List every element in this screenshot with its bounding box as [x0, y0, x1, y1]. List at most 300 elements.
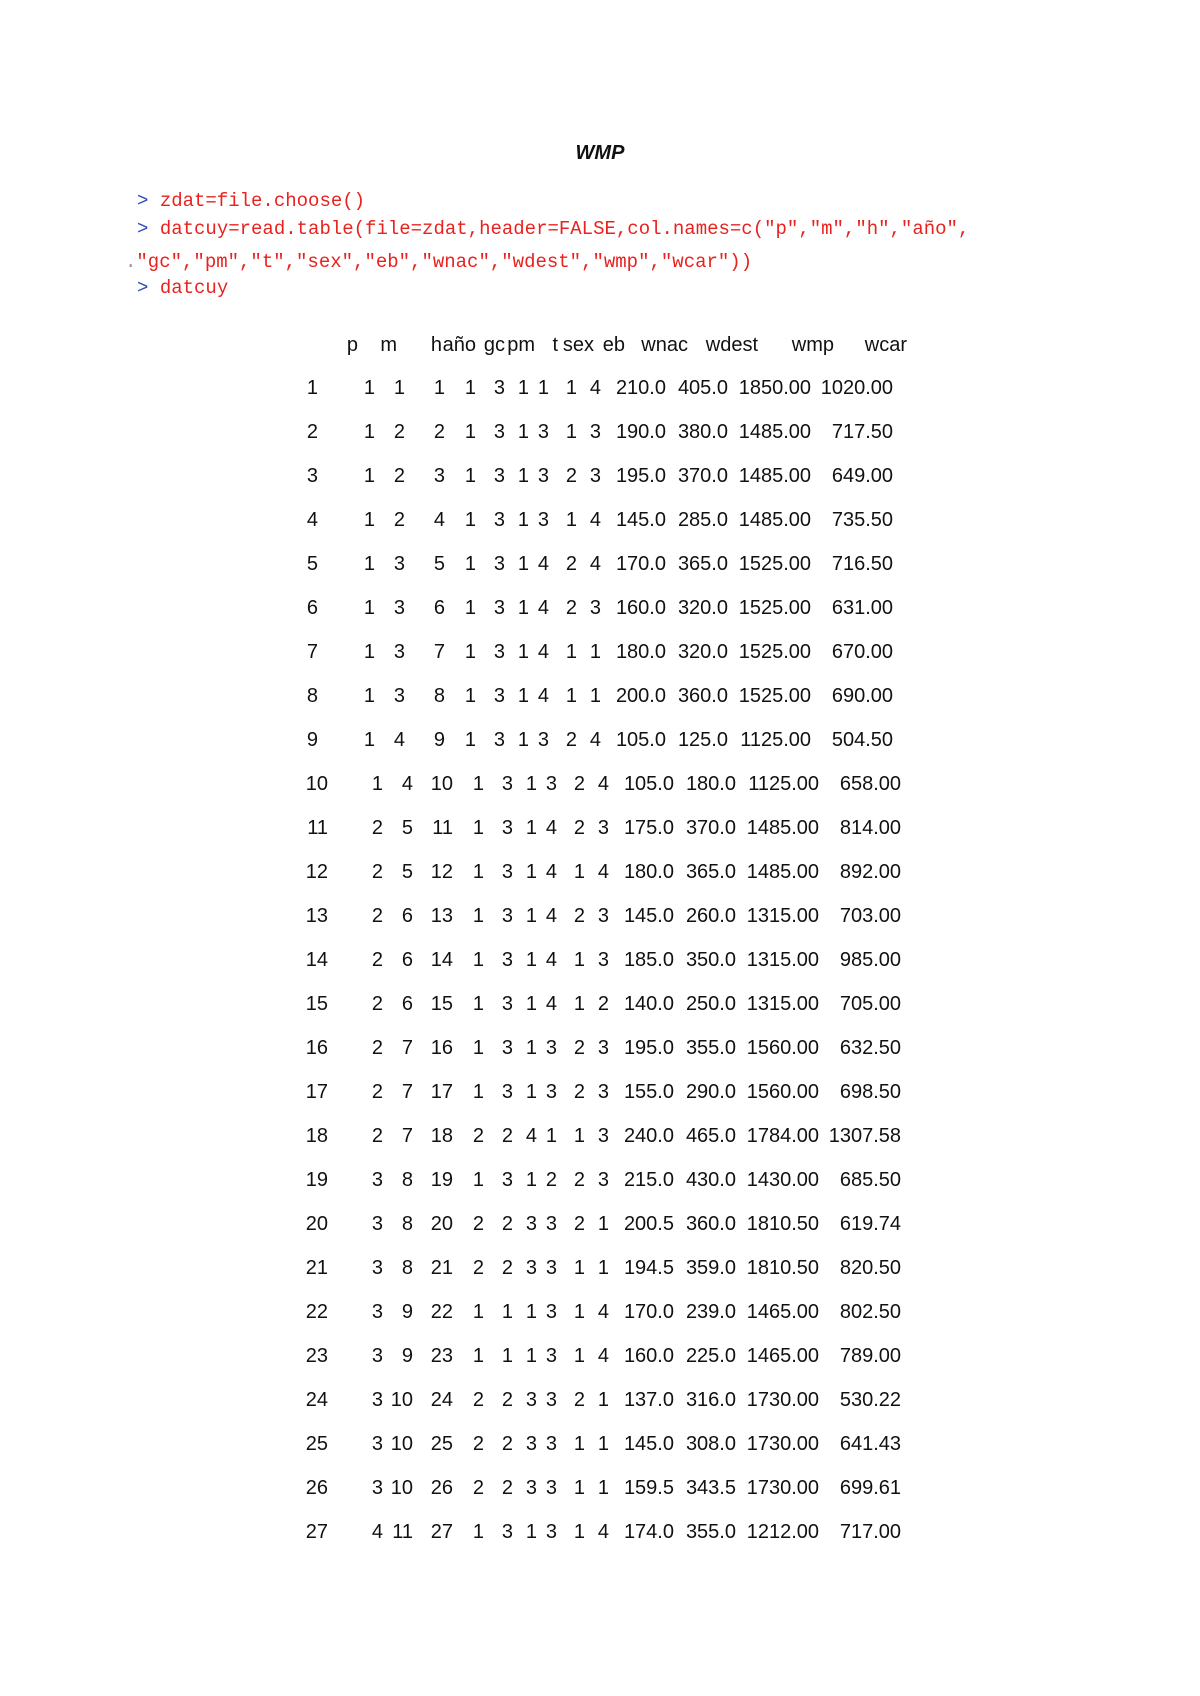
table-cell: 1 — [517, 729, 529, 751]
table-cell: 7 — [401, 1125, 413, 1147]
table-cell: 1 — [363, 377, 375, 399]
table-cell: 3 — [501, 1037, 513, 1059]
column-header: h — [430, 334, 442, 356]
table-cell: 1 — [589, 685, 601, 707]
table-cell: 180.0 — [623, 861, 674, 883]
table-cell: 405.0 — [677, 377, 728, 399]
table-cell: 631.00 — [831, 597, 893, 619]
table-cell: 290.0 — [685, 1081, 736, 1103]
table-cell: 1525.00 — [738, 641, 811, 663]
table-cell: 1 — [525, 1521, 537, 1543]
table-cell: 3 — [393, 641, 405, 663]
table-cell: 350.0 — [685, 949, 736, 971]
row-name: 20 — [305, 1213, 328, 1235]
table-cell: 1 — [573, 1345, 585, 1367]
console-command-text: datcuy=read.table(file=zdat,header=FALSE,col.names=c("p","m","h","año", — [159, 218, 970, 240]
table-cell: 1810.50 — [746, 1213, 819, 1235]
table-cell: 8 — [401, 1213, 413, 1235]
row-name: 15 — [305, 993, 328, 1015]
table-cell: 4 — [537, 597, 549, 619]
table-cell: 4 — [597, 773, 609, 795]
table-cell: 7 — [433, 641, 445, 663]
row-name: 25 — [305, 1433, 328, 1455]
table-cell: 2 — [371, 993, 383, 1015]
table-cell: 2 — [545, 1169, 557, 1191]
table-cell: 1 — [597, 1389, 609, 1411]
table-cell: 3 — [545, 1301, 557, 1323]
row-name: 12 — [305, 861, 328, 883]
table-cell: 3 — [597, 817, 609, 839]
row-name: 18 — [305, 1125, 328, 1147]
table-cell: 1 — [464, 685, 476, 707]
table-cell: 2 — [472, 1477, 484, 1499]
table-cell: 250.0 — [685, 993, 736, 1015]
table-cell: 985.00 — [839, 949, 901, 971]
table-cell: 1 — [525, 949, 537, 971]
column-header: m — [380, 334, 397, 356]
table-cell: 3 — [525, 1213, 537, 1235]
table-cell: 2 — [472, 1433, 484, 1455]
table-cell: 4 — [597, 1345, 609, 1367]
table-cell: 1 — [517, 465, 529, 487]
console-prompt: > — [137, 190, 149, 212]
table-cell: 7 — [401, 1037, 413, 1059]
table-cell: 210.0 — [615, 377, 666, 399]
row-name: 9 — [306, 729, 318, 751]
table-cell: 3 — [501, 773, 513, 795]
table-cell: 308.0 — [685, 1433, 736, 1455]
column-header: año — [442, 334, 476, 356]
table-cell: 2 — [371, 861, 383, 883]
table-cell: 1 — [472, 817, 484, 839]
table-cell: 717.00 — [839, 1521, 901, 1543]
table-cell: 239.0 — [685, 1301, 736, 1323]
table-cell: 3 — [597, 1169, 609, 1191]
table-cell: 1125.00 — [748, 773, 819, 795]
table-cell: 4 — [597, 1301, 609, 1323]
table-cell: 3 — [537, 509, 549, 531]
table-cell: 892.00 — [839, 861, 901, 883]
table-cell: 195.0 — [615, 465, 666, 487]
table-cell: 4 — [393, 729, 405, 751]
table-cell: 4 — [401, 773, 413, 795]
table-cell: 4 — [545, 861, 557, 883]
table-cell: 200.0 — [615, 685, 666, 707]
table-cell: 1525.00 — [738, 597, 811, 619]
table-cell: 225.0 — [685, 1345, 736, 1367]
table-cell: 175.0 — [623, 817, 674, 839]
table-cell: 9 — [401, 1301, 413, 1323]
table-cell: 343.5 — [685, 1477, 736, 1499]
table-cell: 1 — [597, 1213, 609, 1235]
table-cell: 2 — [565, 465, 577, 487]
row-name: 10 — [305, 773, 328, 795]
table-cell: 619.74 — [839, 1213, 901, 1235]
table-cell: 1 — [363, 509, 375, 531]
column-header: p — [346, 334, 358, 356]
table-cell: 9 — [433, 729, 445, 751]
table-cell: 703.00 — [839, 905, 901, 927]
table-cell: 145.0 — [623, 905, 674, 927]
table-cell: 1 — [363, 421, 375, 443]
table-cell: 3 — [501, 1169, 513, 1191]
table-cell: 22 — [430, 1301, 453, 1323]
table-cell: 2 — [565, 729, 577, 751]
table-cell: 15 — [430, 993, 453, 1015]
table-cell: 24 — [430, 1389, 453, 1411]
table-cell: 2 — [573, 773, 585, 795]
table-cell: 1 — [433, 377, 445, 399]
table-cell: 25 — [430, 1433, 453, 1455]
table-cell: 3 — [501, 1521, 513, 1543]
table-cell: 3 — [371, 1389, 383, 1411]
row-name: 23 — [305, 1345, 328, 1367]
table-cell: 1525.00 — [738, 685, 811, 707]
table-cell: 2 — [371, 817, 383, 839]
table-cell: 3 — [545, 1213, 557, 1235]
table-cell: 370.0 — [677, 465, 728, 487]
table-cell: 170.0 — [623, 1301, 674, 1323]
row-name: 17 — [305, 1081, 328, 1103]
table-cell: 3 — [545, 1037, 557, 1059]
table-cell: 1810.50 — [746, 1257, 819, 1279]
table-cell: 1 — [525, 773, 537, 795]
table-cell: 2 — [371, 905, 383, 927]
table-cell: 1 — [597, 1477, 609, 1499]
table-cell: 240.0 — [623, 1125, 674, 1147]
table-cell: 6 — [433, 597, 445, 619]
table-cell: 6 — [401, 949, 413, 971]
table-cell: 2 — [371, 1081, 383, 1103]
table-cell: 5 — [401, 861, 413, 883]
table-cell: 2 — [501, 1257, 513, 1279]
table-cell: 1307.58 — [828, 1125, 901, 1147]
table-cell: 789.00 — [839, 1345, 901, 1367]
table-cell: 1 — [472, 949, 484, 971]
table-cell: 4 — [589, 377, 601, 399]
row-name: 13 — [305, 905, 328, 927]
table-cell: 2 — [472, 1125, 484, 1147]
table-cell: 4 — [597, 1521, 609, 1543]
table-cell: 1315.00 — [746, 905, 819, 927]
table-cell: 3 — [545, 1433, 557, 1455]
row-name: 4 — [306, 509, 318, 531]
table-cell: 3 — [493, 729, 505, 751]
table-cell: 160.0 — [623, 1345, 674, 1367]
table-cell: 4 — [537, 685, 549, 707]
table-cell: 3 — [393, 553, 405, 575]
table-cell: 3 — [493, 465, 505, 487]
console-command-text: zdat=file.choose() — [159, 190, 366, 212]
table-cell: 137.0 — [623, 1389, 674, 1411]
table-cell: 1 — [565, 421, 577, 443]
table-cell: 3 — [589, 597, 601, 619]
column-header: wdest — [705, 334, 758, 356]
table-cell: 1 — [573, 993, 585, 1015]
table-cell: 1 — [363, 465, 375, 487]
table-cell: 4 — [545, 905, 557, 927]
table-cell: 4 — [597, 861, 609, 883]
table-cell: 2 — [573, 817, 585, 839]
table-cell: 3 — [493, 685, 505, 707]
table-cell: 360.0 — [685, 1213, 736, 1235]
table-cell: 155.0 — [623, 1081, 674, 1103]
table-cell: 4 — [545, 817, 557, 839]
table-cell: 180.0 — [615, 641, 666, 663]
table-cell: 3 — [597, 1037, 609, 1059]
table-cell: 716.50 — [831, 553, 893, 575]
column-header: pm — [507, 334, 535, 356]
table-cell: 2 — [501, 1389, 513, 1411]
row-name: 24 — [305, 1389, 328, 1411]
table-cell: 1 — [472, 1301, 484, 1323]
table-cell: 285.0 — [677, 509, 728, 531]
table-cell: 1 — [464, 465, 476, 487]
table-cell: 649.00 — [831, 465, 893, 487]
table-cell: 2 — [393, 465, 405, 487]
column-header: t — [552, 334, 558, 356]
table-cell: 735.50 — [831, 509, 893, 531]
table-cell: 1 — [517, 509, 529, 531]
table-cell: 2 — [472, 1213, 484, 1235]
table-cell: 320.0 — [677, 641, 728, 663]
table-cell: 3 — [433, 465, 445, 487]
table-cell: 1 — [573, 949, 585, 971]
table-cell: 3 — [493, 377, 505, 399]
row-name: 8 — [306, 685, 318, 707]
table-cell: 3 — [493, 641, 505, 663]
table-cell: 3 — [537, 729, 549, 751]
column-header: sex — [562, 334, 594, 356]
table-cell: 2 — [433, 421, 445, 443]
table-cell: 2 — [565, 597, 577, 619]
table-cell: 5 — [401, 817, 413, 839]
table-cell: 170.0 — [615, 553, 666, 575]
table-cell: 2 — [472, 1257, 484, 1279]
table-cell: 1 — [517, 597, 529, 619]
table-cell: 1 — [472, 905, 484, 927]
table-cell: 1 — [464, 377, 476, 399]
table-cell: 1 — [363, 553, 375, 575]
table-cell: 145.0 — [615, 509, 666, 531]
table-cell: 3 — [493, 597, 505, 619]
row-name: 6 — [306, 597, 318, 619]
row-name: 3 — [306, 465, 318, 487]
table-cell: 1784.00 — [746, 1125, 819, 1147]
table-cell: 1 — [464, 421, 476, 443]
console-prompt: > — [137, 277, 149, 299]
table-cell: 3 — [545, 1345, 557, 1367]
table-cell: 4 — [537, 553, 549, 575]
table-cell: 1 — [464, 729, 476, 751]
table-cell: 1 — [525, 1037, 537, 1059]
table-cell: 1212.00 — [746, 1521, 819, 1543]
table-cell: 1 — [565, 509, 577, 531]
row-name: 5 — [306, 553, 318, 575]
table-cell: 802.50 — [839, 1301, 901, 1323]
table-cell: 174.0 — [623, 1521, 674, 1543]
table-cell: 1730.00 — [746, 1477, 819, 1499]
table-cell: 4 — [537, 641, 549, 663]
table-cell: 1 — [472, 1081, 484, 1103]
table-cell: 3 — [501, 905, 513, 927]
table-cell: 3 — [501, 949, 513, 971]
table-cell: 3 — [393, 685, 405, 707]
table-cell: 641.43 — [839, 1433, 901, 1455]
table-cell: 1 — [525, 1301, 537, 1323]
table-cell: 1485.00 — [746, 817, 819, 839]
table-cell: 16 — [430, 1037, 453, 1059]
table-cell: 185.0 — [623, 949, 674, 971]
table-cell: 4 — [545, 993, 557, 1015]
table-cell: 316.0 — [685, 1389, 736, 1411]
table-cell: 1 — [565, 377, 577, 399]
console-prompt: > — [137, 218, 149, 240]
table-cell: 2 — [573, 1389, 585, 1411]
row-name: 22 — [305, 1301, 328, 1323]
table-cell: 1 — [517, 641, 529, 663]
table-cell: 1485.00 — [738, 421, 811, 443]
table-cell: 632.50 — [839, 1037, 901, 1059]
table-cell: 13 — [430, 905, 453, 927]
table-cell: 3 — [371, 1477, 383, 1499]
table-cell: 3 — [589, 421, 601, 443]
table-cell: 430.0 — [685, 1169, 736, 1191]
table-cell: 8 — [401, 1169, 413, 1191]
table-cell: 3 — [597, 1125, 609, 1147]
table-cell: 1315.00 — [746, 949, 819, 971]
table-cell: 1730.00 — [746, 1433, 819, 1455]
table-cell: 1 — [525, 1081, 537, 1103]
table-cell: 2 — [573, 905, 585, 927]
table-cell: 3 — [545, 1521, 557, 1543]
table-cell: 11 — [392, 1521, 413, 1543]
table-cell: 1 — [573, 1433, 585, 1455]
table-cell: 9 — [401, 1345, 413, 1367]
table-cell: 1 — [517, 377, 529, 399]
table-cell: 3 — [589, 465, 601, 487]
table-cell: 23 — [430, 1345, 453, 1367]
table-cell: 26 — [430, 1477, 453, 1499]
table-cell: 705.00 — [839, 993, 901, 1015]
table-cell: 3 — [393, 597, 405, 619]
table-cell: 658.00 — [839, 773, 901, 795]
table-cell: 1125.00 — [740, 729, 811, 751]
table-cell: 11 — [432, 817, 453, 839]
table-cell: 2 — [501, 1213, 513, 1235]
table-cell: 2 — [393, 421, 405, 443]
table-cell: 2 — [393, 509, 405, 531]
table-cell: 1 — [525, 817, 537, 839]
table-cell: 1465.00 — [746, 1301, 819, 1323]
table-cell: 105.0 — [615, 729, 666, 751]
table-cell: 215.0 — [623, 1169, 674, 1191]
table-cell: 4 — [545, 949, 557, 971]
table-cell: 8 — [401, 1257, 413, 1279]
table-cell: 3 — [371, 1257, 383, 1279]
table-cell: 1 — [573, 1257, 585, 1279]
table-cell: 1 — [371, 773, 383, 795]
row-name: 26 — [305, 1477, 328, 1499]
table-cell: 3 — [371, 1169, 383, 1191]
table-cell: 125.0 — [677, 729, 728, 751]
table-cell: 2 — [472, 1389, 484, 1411]
table-cell: 1 — [472, 773, 484, 795]
table-cell: 1560.00 — [746, 1081, 819, 1103]
table-cell: 10 — [390, 1477, 413, 1499]
column-header: wnac — [641, 334, 688, 356]
table-cell: 1465.00 — [746, 1345, 819, 1367]
table-cell: 105.0 — [623, 773, 674, 795]
table-cell: 320.0 — [677, 597, 728, 619]
table-cell: 717.50 — [831, 421, 893, 443]
table-cell: 18 — [430, 1125, 453, 1147]
table-cell: 690.00 — [831, 685, 893, 707]
table-cell: 3 — [597, 1081, 609, 1103]
table-cell: 3 — [525, 1433, 537, 1455]
table-cell: 3 — [525, 1389, 537, 1411]
row-name: 14 — [305, 949, 328, 971]
table-cell: 4 — [371, 1521, 383, 1543]
table-cell: 685.50 — [839, 1169, 901, 1191]
table-cell: 2 — [565, 553, 577, 575]
table-cell: 1560.00 — [746, 1037, 819, 1059]
table-cell: 3 — [597, 949, 609, 971]
table-cell: 1 — [464, 597, 476, 619]
table-cell: 4 — [589, 553, 601, 575]
column-header: wcar — [864, 334, 907, 356]
table-cell: 360.0 — [677, 685, 728, 707]
table-cell: 1 — [573, 861, 585, 883]
table-cell: 160.0 — [615, 597, 666, 619]
table-cell: 1 — [363, 641, 375, 663]
column-header: wmp — [791, 334, 834, 356]
table-cell: 8 — [433, 685, 445, 707]
table-cell: 6 — [401, 993, 413, 1015]
table-cell: 1730.00 — [746, 1389, 819, 1411]
table-cell: 3 — [545, 773, 557, 795]
table-cell: 2 — [501, 1477, 513, 1499]
table-cell: 1 — [393, 377, 405, 399]
table-cell: 699.61 — [839, 1477, 901, 1499]
table-cell: 1 — [573, 1301, 585, 1323]
table-cell: 12 — [430, 861, 453, 883]
table-cell: 4 — [525, 1125, 537, 1147]
table-cell: 1 — [525, 1169, 537, 1191]
table-cell: 1 — [472, 1521, 484, 1543]
table-cell: 359.0 — [685, 1257, 736, 1279]
table-cell: 1 — [517, 685, 529, 707]
table-cell: 504.50 — [831, 729, 893, 751]
table-cell: 1 — [565, 685, 577, 707]
table-cell: 2 — [501, 1125, 513, 1147]
table-cell: 1 — [525, 1345, 537, 1367]
table-cell: 1 — [501, 1345, 513, 1367]
table-cell: 2 — [371, 949, 383, 971]
table-cell: 365.0 — [677, 553, 728, 575]
table-cell: 200.5 — [623, 1213, 674, 1235]
row-name: 2 — [306, 421, 318, 443]
table-cell: 1 — [525, 905, 537, 927]
table-cell: 3 — [371, 1213, 383, 1235]
table-cell: 1 — [472, 861, 484, 883]
table-cell: 3 — [501, 817, 513, 839]
table-cell: 4 — [433, 509, 445, 531]
table-cell: 3 — [545, 1477, 557, 1499]
table-cell: 1 — [545, 1125, 557, 1147]
table-cell: 4 — [589, 509, 601, 531]
table-cell: 194.5 — [623, 1257, 674, 1279]
